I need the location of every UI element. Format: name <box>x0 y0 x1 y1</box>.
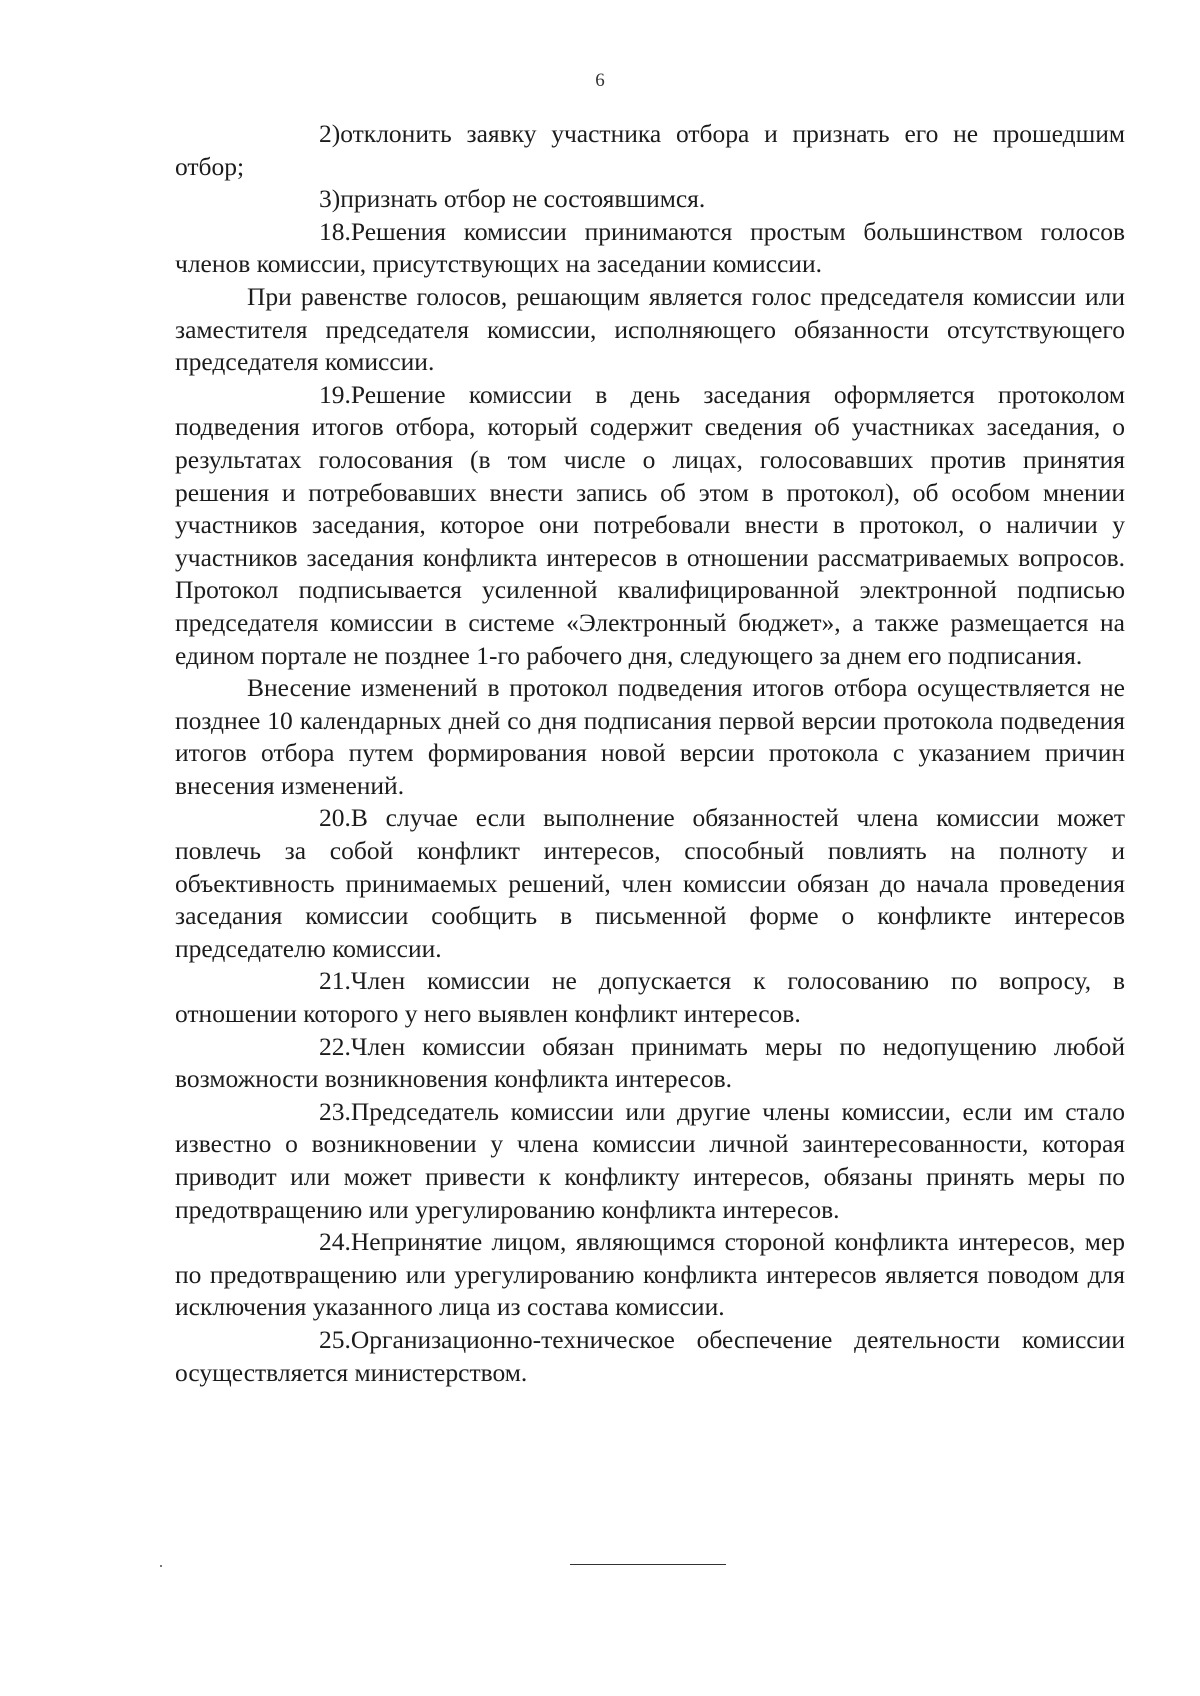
paragraph-number: 21. <box>319 966 351 996</box>
paragraph-19-continued <box>175 672 1125 802</box>
paragraph-23 <box>175 1096 1125 1226</box>
paragraph-number: 24. <box>319 1227 351 1257</box>
paragraph-text: Решение комиссии в день заседания оформляется протоколом подведения итогов отбора, который содержит сведения об участниках заседания, о результатах голосования (в том числе о лицах, голосовавших против принятия решения и потребовавших внести запись об этом в протокол), об особом мнении участников заседания, которое они потребовали внести в протокол, о наличии у участников заседания конфликта интересов в отношении рассматриваемых вопросов. Протокол подписывается усиленной квалифицированной электронной подписью председателя комиссии в системе «Электронный бюджет», а также размещается на едином портале не позднее 1-го рабочего дня, следующего за днем его подписания. <box>175 379 1125 670</box>
paragraph-item-3 <box>175 183 1125 216</box>
paragraph-21 <box>175 965 1125 1030</box>
paragraph-text: Непринятие лицом, являющимся стороной конфликта интересов, мер по предотвращению или урегулированию конфликта интересов является поводом для исключения указанного лица из состава комиссии. <box>175 1227 1125 1322</box>
paragraph-20 <box>175 802 1125 965</box>
paragraph-text: При равенстве голосов, решающим является голос председателя комиссии или заместителя председателя комиссии, исполняющего обязанности отсутствующего председателя комиссии. <box>175 281 1125 377</box>
paragraph-text: В случае если выполнение обязанностей члена комиссии может повлечь за собой конфликт интересов, способный повлиять на полноту и объективность принимаемых решений, член комиссии обязан до начала проведения заседания комиссии сообщить в письменной форме о конфликте интересов председателю комиссии. <box>175 803 1125 963</box>
paragraph-number: 3) <box>319 184 341 214</box>
paragraph-text: Решения комиссии принимаются простым большинством голосов членов комиссии, присутствующих на заседании комиссии. <box>175 216 1125 279</box>
paragraph-24 <box>175 1226 1125 1324</box>
paragraph-25 <box>175 1324 1125 1389</box>
paragraph-number: 19. <box>319 379 351 409</box>
paragraph-text: Член комиссии обязан принимать меры по недопущению любой возможности возникновения конфликта интересов. <box>175 1031 1125 1094</box>
paragraph-number: 23. <box>319 1096 351 1126</box>
paragraph-number: 22. <box>319 1031 351 1061</box>
closing-divider <box>570 1564 726 1565</box>
paragraph-18 <box>175 216 1125 281</box>
paragraph-text: признать отбор не состоявшимся. <box>340 184 706 214</box>
page-number: 6 <box>595 70 605 91</box>
paragraph-18-continued <box>175 281 1125 379</box>
paragraph-number: 2) <box>319 119 341 148</box>
document-body <box>175 118 1125 1389</box>
paragraph-22 <box>175 1031 1125 1096</box>
paragraph-19 <box>175 379 1125 672</box>
paragraph-text: Внесение изменений в протокол подведения итогов отбора осуществляется не позднее 10 календарных дней со дня подписания первой версии протокола подведения итогов отбора путем формирования новой версии протокола с указанием причин внесения изменений. <box>175 673 1125 800</box>
paragraph-text: Организационно-техническое обеспечение деятельности комиссии осуществляется министерством. <box>175 1324 1125 1387</box>
paragraph-text: Председатель комиссии или другие члены комиссии, если им стало известно о возникновении у члена комиссии личной заинтересованности, которая приводит или может привести к конфликту интересов, обязаны принять меры по предотвращению или урегулированию конфликта интересов. <box>175 1096 1125 1224</box>
paragraph-text: Член комиссии не допускается к голосованию по вопросу, в отношении которого у него выявлен конфликт интересов. <box>175 966 1125 1029</box>
scan-speck <box>160 1565 162 1567</box>
paragraph-number: 18. <box>319 216 351 246</box>
paragraph-text: отклонить заявку участника отбора и признать его не прошедшим отбор; <box>175 119 1125 181</box>
paragraph-number: 20. <box>319 803 351 833</box>
paragraph-number: 25. <box>319 1324 351 1354</box>
paragraph-item-2 <box>175 118 1125 183</box>
